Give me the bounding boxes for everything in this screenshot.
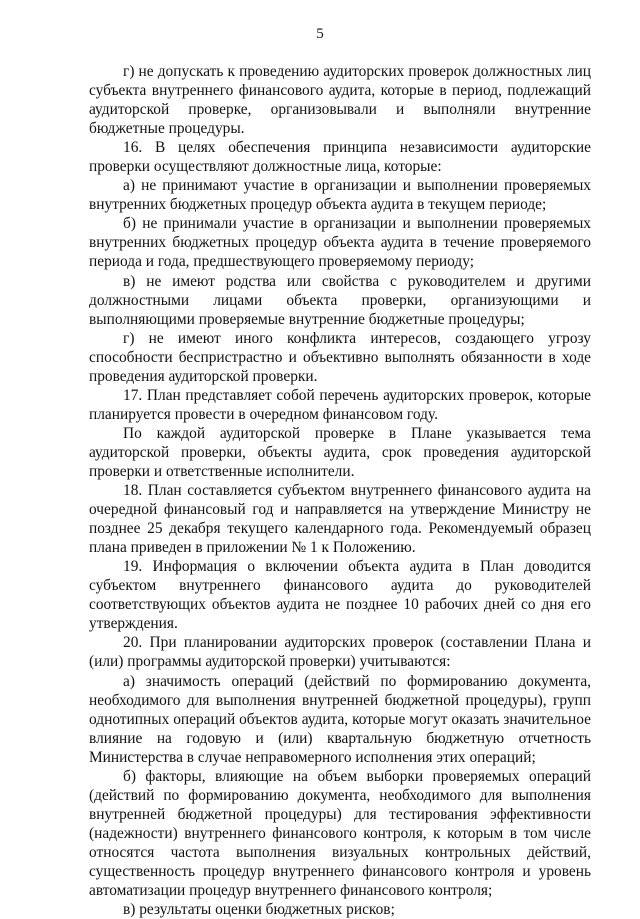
- paragraph-20a: а) значимость операций (действий по формированию документа, необходимого для выполнения внутренней бюджетной процедуры), групп однотипных операций объектов аудита, которые могут оказать значительное влияние на годовую и (или) квартальную бюджетную отчетность Министерства в случае неправомерного исполнения этих операций;: [89, 672, 591, 766]
- paragraph-16v: в) не имеют родства или свойства с руководителем и другими должностными лицами объекта проверки, организующими и выполняющими проверяемые внутренние бюджетные процедуры;: [89, 272, 591, 328]
- paragraph-20: 20. При планировании аудиторских проверок (составлении Плана и (или) программы аудиторской проверки) учитываются:: [89, 634, 591, 671]
- paragraph-18: 18. План составляется субъектом внутреннего финансового аудита на очередной финансовый год и направляется на утверждение Министру не позднее 25 декабря текущего календарного года. Рекомендуемый образец плана приведен в приложении № 1 к Положению.: [89, 482, 591, 557]
- paragraph-16: 16. В целях обеспечения принципа независимости аудиторские проверки осуществляют должностные лица, которые:: [89, 139, 591, 176]
- paragraph-20v: в) результаты оценки бюджетных рисков;: [123, 901, 395, 919]
- paragraph-16a: а) не принимают участие в организации и выполнении проверяемых внутренних бюджетных процедур объекта аудита в текущем периоде;: [89, 177, 591, 214]
- paragraph-17-continued: По каждой аудиторской проверке в Плане указывается тема аудиторской проверки, объекты аудита, срок проведения аудиторской проверки и ответственные исполнители.: [89, 424, 591, 480]
- paragraph-19: 19. Информация о включении объекта аудита в План доводится субъектом внутреннего финансового аудита до руководителей соответствующих объектов аудита не позднее 10 рабочих дней со дня его утверждения.: [89, 558, 591, 633]
- paragraph-16b: б) не принимали участие в организации и выполнении проверяемых внутренних бюджетных процедур объекта аудита в течение проверяемого периода и года, предшествующего проверяемому периоду;: [89, 215, 591, 271]
- paragraph-17: 17. План представляет собой перечень аудиторских проверок, которые планируется провести в очередном финансовом году.: [89, 386, 591, 423]
- page-number: 5: [316, 26, 324, 42]
- document-body: [89, 62, 591, 919]
- paragraph-16g: г) не имеют иного конфликта интересов, создающего угрозу способности беспристрастно и объективно выполнять обязанности в ходе проведения аудиторской проверки.: [89, 329, 591, 385]
- paragraph-20b: б) факторы, влияющие на объем выборки проверяемых операций (действий по формированию документа, необходимого для выполнения внутренней бюджетной процедуры) для тестирования эффективности (надежности) внутреннего финансового контроля, к которым в том числе относятся частота выполнения визуальных контрольных действий, существенность процедур внутреннего финансового контроля и уровень автоматизации процедур внутреннего финансового контроля;: [89, 767, 591, 900]
- paragraph-15g: г) не допускать к проведению аудиторских проверок должностных лиц субъекта внутреннего финансового аудита, которые в период, подлежащий аудиторской проверке, организовывали и выполняли внутренние бюджетные процедуры.: [89, 63, 591, 138]
